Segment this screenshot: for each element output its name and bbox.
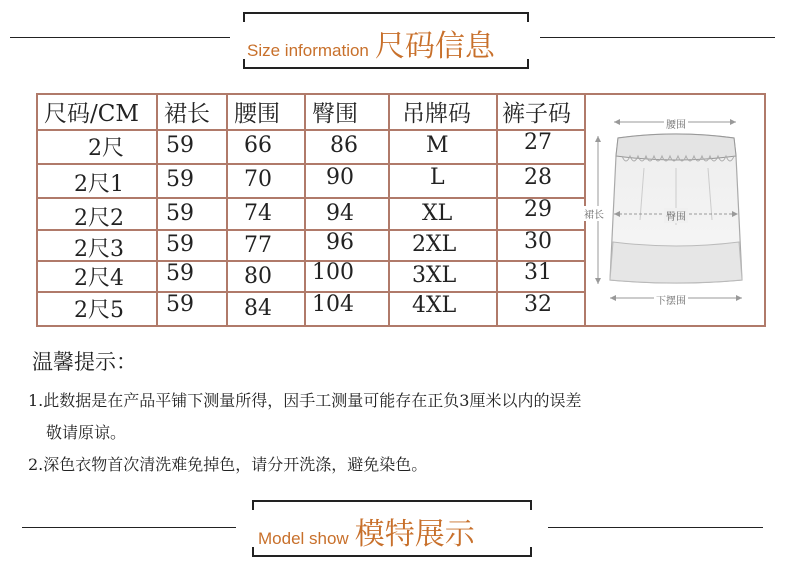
table-cell: L (430, 165, 445, 190)
table-cell: XL (422, 201, 453, 226)
table-rule (36, 93, 38, 327)
diagram-hip-label: 臀围 (664, 208, 688, 223)
column-header-hip: 臀围 (312, 101, 358, 127)
table-cell: 70 (244, 167, 272, 192)
tip-line-1: 1.此数据是在产品平铺下测量所得，因手工测量可能存在正负3厘米以内的误差 (28, 391, 582, 410)
model-show-cn: 模特展示 (354, 517, 475, 552)
table-cell: 2尺5 (74, 298, 124, 323)
bottom-divider-right (548, 527, 763, 528)
table-cell: 2尺1 (74, 172, 124, 197)
diagram-length-label: 裙长 (584, 206, 604, 221)
table-rule (226, 93, 228, 327)
table-cell: 3XL (412, 263, 457, 288)
tips-title: 温馨提示： (32, 350, 137, 374)
table-cell: 59 (166, 133, 194, 158)
table-cell: 2尺2 (74, 206, 124, 231)
tip-line-2: 2.深色衣物首次清洗难免掉色，请分开洗涤，避免染色。 (28, 455, 428, 474)
table-rule (36, 325, 766, 327)
table-cell: 104 (312, 292, 354, 317)
table-cell: 59 (166, 167, 194, 192)
table-cell: 90 (326, 165, 354, 190)
table-cell: 4XL (412, 293, 457, 318)
table-rule (388, 93, 390, 327)
bottom-divider-left (22, 527, 236, 528)
table-rule (304, 93, 306, 327)
tip-line-1-continued: 敬请原谅。 (46, 423, 127, 442)
column-header-tag-size: 吊牌码 (402, 101, 471, 127)
size-information-title (247, 21, 495, 65)
table-rule (764, 93, 766, 327)
diagram-waist-label: 腰围 (664, 116, 688, 131)
size-information-en: Size information (247, 41, 369, 60)
column-header-pants-size: 裤子码 (502, 101, 571, 127)
column-header-waist: 腰围 (234, 101, 280, 127)
model-show-title (258, 509, 475, 553)
table-cell: 2尺3 (74, 237, 124, 262)
table-cell: 59 (166, 201, 194, 226)
table-rule (496, 93, 498, 327)
column-header-size: 尺码/CM (44, 101, 139, 127)
column-header-length: 裙长 (164, 101, 210, 127)
diagram-hem-label: 下摆围 (654, 292, 688, 307)
table-rule (36, 163, 586, 165)
table-cell: 94 (326, 201, 354, 226)
table-rule (36, 93, 766, 95)
table-cell: 80 (244, 264, 272, 289)
table-cell: 2尺4 (74, 266, 124, 291)
table-cell: 77 (244, 233, 272, 258)
table-cell: 59 (166, 292, 194, 317)
table-cell: 96 (326, 230, 354, 255)
table-cell: 30 (524, 229, 552, 254)
table-cell: 74 (244, 201, 272, 226)
table-cell: 59 (166, 232, 194, 257)
model-show-en: Model show (258, 529, 349, 548)
skirt-measurement-diagram (584, 100, 764, 320)
size-information-cn: 尺码信息 (374, 29, 495, 64)
table-cell: 100 (312, 260, 354, 285)
table-cell: 31 (524, 260, 552, 285)
table-cell: 2XL (412, 232, 457, 257)
table-cell: 27 (524, 130, 552, 155)
table-cell: 59 (166, 261, 194, 286)
table-cell: 32 (524, 292, 552, 317)
table-cell: 86 (330, 133, 358, 158)
top-divider-right (540, 37, 775, 38)
table-cell: 2尺 (88, 136, 124, 161)
table-cell: 29 (524, 197, 552, 222)
table-cell: 66 (244, 133, 272, 158)
table-rule (156, 93, 158, 327)
top-divider-left (10, 37, 230, 38)
table-cell: 28 (524, 165, 552, 190)
table-cell: M (426, 133, 449, 158)
table-cell: 84 (244, 296, 272, 321)
